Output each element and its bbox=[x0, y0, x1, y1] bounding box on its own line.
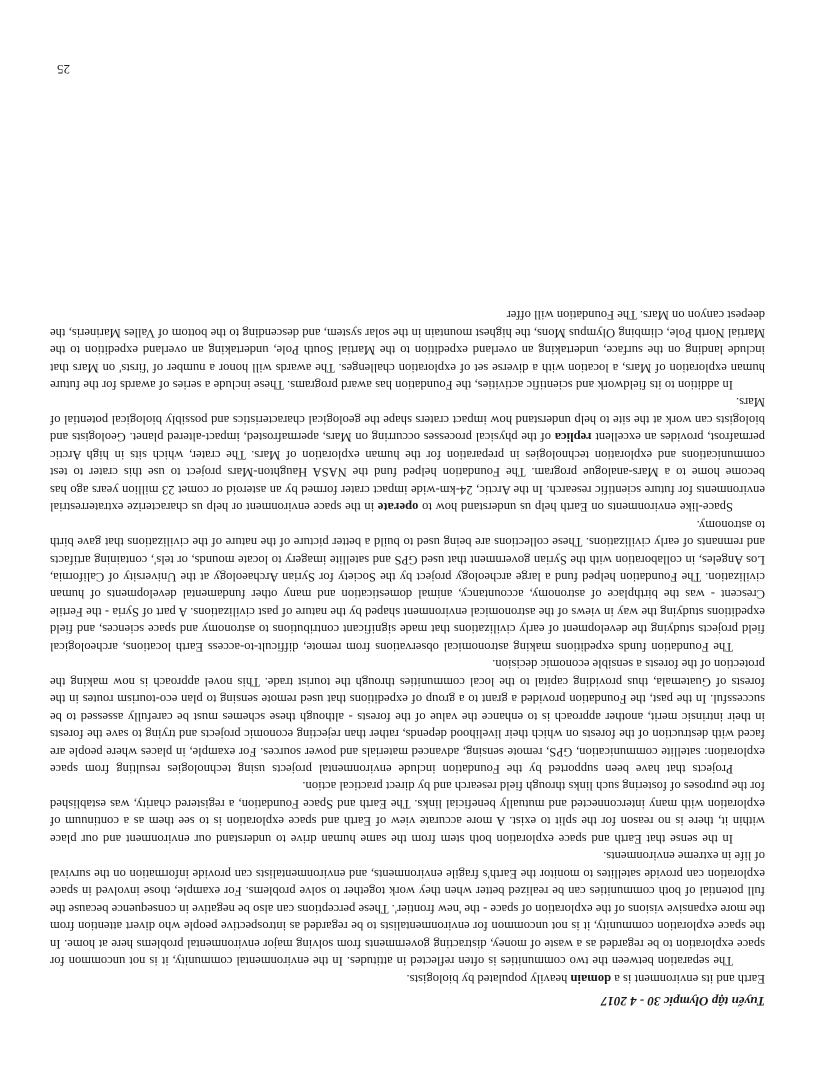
paragraph-2: In the sense that Earth and space exploration both stem from the same human drive to understand our environment and our place within it, there is no reason for the split to exist. A more accurate view of Earth and space exploration is to see them as a continuum of exploration with many interconnected and mutually beneficial links. The Earth and Space Foundation, a registered charity, was established for the purposes of fostering such links through field research and by direct practical action. bbox=[50, 779, 765, 846]
page-number: 25 bbox=[57, 62, 70, 77]
paragraph-5-part-2: in the space environment or help us characterize extraterrestrial environments for future scientific research. In the Arctic, 24-km-wide impact crater formed by an asteroid or comet 23 million years ago has become home to a Mars-analogue program. The Foundation helped fund the NASA Haughton-Mars project to use this crater to test communications and exploration technologies in preparation for the human exploration of Mars. The crater, which sits in high Arctic permafrost, provides an excellent bbox=[49, 430, 765, 515]
paragraph-4: The Foundation funds expeditions making astronomical observations from remote, difficult-to-access Earth locations, archeological field projects studying the development of early civilizations that made significant contributions to astronomy and space sciences, and field expeditions studying the way in views of the astronomical environment shaped by the nature of past civilizations. A part of Syria - the Fertile Crescent - was the birthplace of astronomy, accountancy, animal domestication and many other fundamental developments of human civilization. The Foundation helped fund a large archeology project by the Society for Syrian Archaeology at the University of California, Los Angeles, in collaboration with the Syrian government that used GPS and satellite imagery to locate mounds, or tels', containing artifacts and remnants of early civilizations. These collections are being used to build a better picture of the nature of the civilizations that gave birth to astronomy. bbox=[50, 517, 765, 654]
paragraph-5-part-3: of the physical processes occurring on Mars, apermafrosted, impact-altered planet. Geologists and biologists can work at the site to help understand how impact craters shape the geological characteristics and possibly biological potential of Mars. bbox=[49, 395, 765, 445]
paragraph-1: The separation between the two communities is often reflected in attitudes. In the environmental community, it is not uncommon for space exploration to be regarded as a waste of money, distracting governments from solving major environmental problems here at home. In the space exploration community, it is not uncommon for environmentalists to be regarded as introspective people who divert attention from the more expansive visions of the exploration of space - the 'new frontier'. These perceptions can also be negative in consequence because the full potential of both communities can be realized better when they work together to solve problems. For example, those involved in space exploration can provide satellites to monitor the Earth's fragile environments, and environmentalists can provide information on the survival of life in extreme environments. bbox=[50, 849, 765, 968]
article-body bbox=[50, 306, 765, 969]
paragraph-3: Projects that have been supported by the Foundation include environmental projects using technologies resulting from space exploration: satellite communication, GPS, remote sensing, advanced materials and power sources. For example, in places where people are faced with destruction of the forests on which their livelihood depends, rather than rejecting economic projects and trying to save the forests in their intrinsic merit, another approach is to enhance the value of the forests - although these schemes must be carefully assessed to be successful. In the past, the Foundation provided a grant to a group of expeditions that used remote sensing to plan eco-tourism routes in the forests of Guatemala, thus providing capital to the local communities through the tourist trade. This novel approach is now making the protection of the forests a sensible economic decision. bbox=[50, 657, 765, 777]
bold-word-replica: replica bbox=[554, 430, 592, 445]
page-header: Tuyển tập Olympic 30 - 4 2017 bbox=[600, 994, 765, 1009]
intro-text-before: Earth and its environment is a bbox=[611, 972, 765, 986]
paragraph-5-part-1: Space-like environments on Earth help us understand how to bbox=[418, 500, 733, 515]
paragraph-6: In addition to its fieldwork and scientific activities, the Foundation has award programs. These include a series of awards for the future human exploration of Mars, a location with a diverse set of exploration challenges. The awards will honor a number of 'firsts' on Mars that include landing on the surface, undertaking an overland expedition to the Martial South Pole, undertaking an overland expedition to the Martial North Pole, climbing Olympus Mons, the highest mountain in the solar system, and descending to the bottom of Valles Marineris, the deepest canyon on Mars. The Foundation will offer bbox=[50, 308, 765, 393]
bold-word-operate: operate bbox=[377, 500, 419, 515]
intro-bold-word: domain bbox=[570, 972, 612, 986]
intro-line bbox=[55, 970, 765, 987]
intro-text-after: heavily populated by biologists. bbox=[406, 972, 571, 986]
paragraph-5 bbox=[50, 393, 765, 515]
